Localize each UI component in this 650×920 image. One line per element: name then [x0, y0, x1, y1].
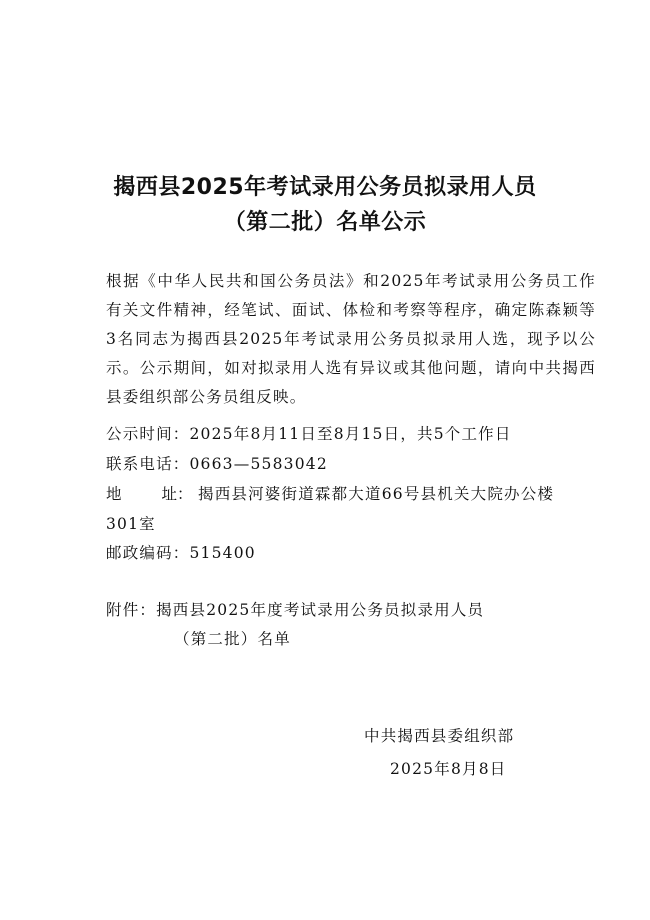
address-label-char-1: 地 [106, 485, 122, 503]
signature-date: 2025年8月8日 [390, 760, 507, 778]
address-label-char-2: 址： [161, 485, 193, 503]
attachment-line-1: 附件：揭西县2025年度考试录用公务员拟录用人员 [106, 601, 485, 619]
document-title-line-1: 揭西县2025年考试录用公务员拟录用人员 [113, 175, 537, 200]
attachment-line-2: （第二批）名单 [174, 630, 291, 648]
address-line [106, 482, 554, 504]
address-label [106, 482, 198, 504]
address-continuation: 301室 [106, 515, 156, 533]
postcode: 邮政编码：515400 [106, 544, 256, 562]
contact-phone: 联系电话：0663—5583042 [106, 455, 328, 473]
signature-organization: 中共揭西县委组织部 [364, 727, 515, 745]
intro-paragraph: 根据《中华人民共和国公务员法》和2025年考试录用公务员工作有关文件精神，经笔试、面试、体检和考察等程序，确定陈森颖等3名同志为揭西县2025年考试录用公务员拟录用人选，现予以公示。公示期间，如对拟录用人选有异议或其他问题，请向中共揭西县委组织部公务员组反映。 [106, 272, 596, 406]
document-title-line-2: （第二批）名单公示 [223, 210, 427, 235]
address-value: 揭西县河婆街道霖都大道66号县机关大院办公楼 [198, 485, 555, 503]
notice-period: 公示时间：2025年8月11日至8月15日，共5个工作日 [106, 425, 512, 443]
